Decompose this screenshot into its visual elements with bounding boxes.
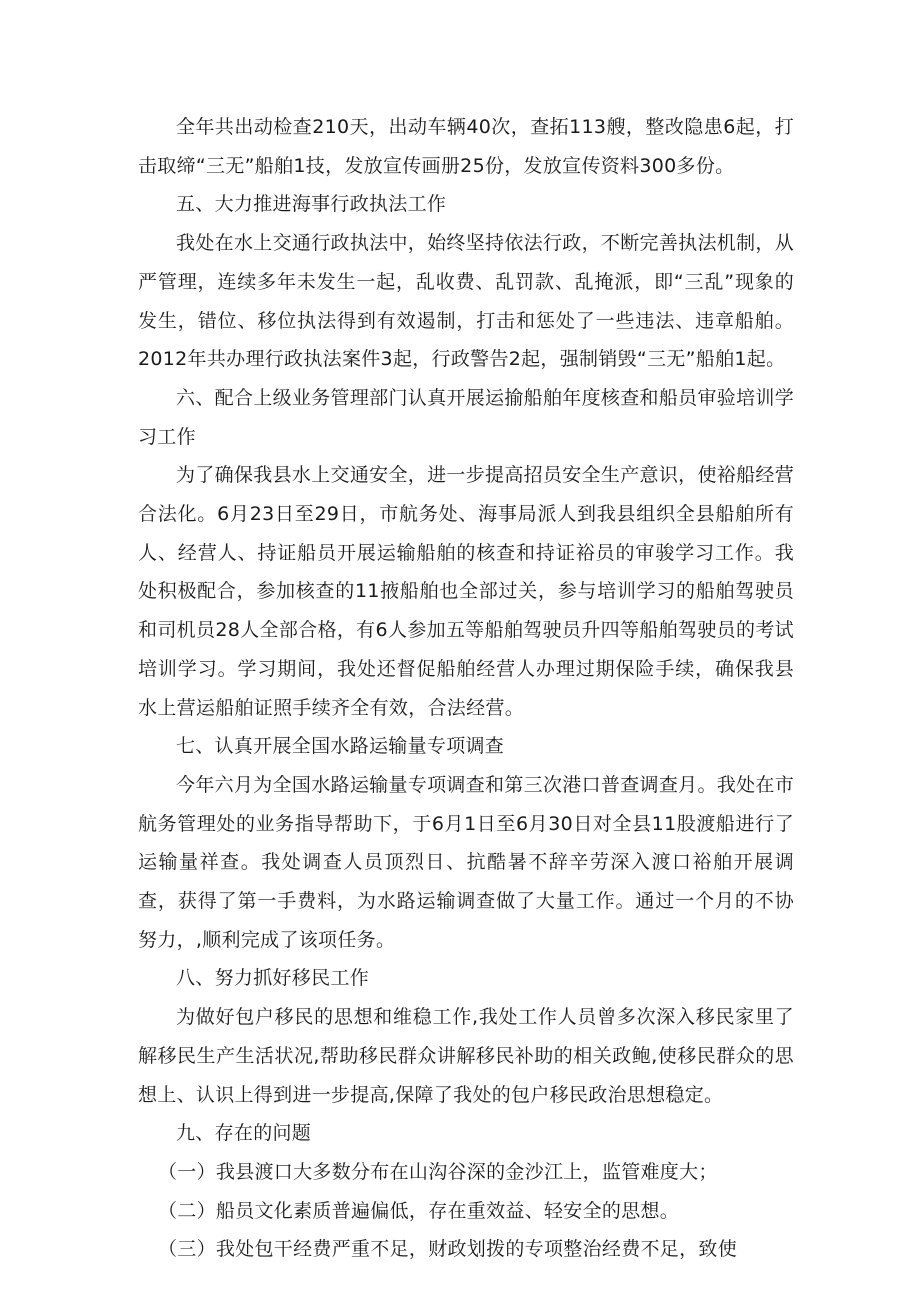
paragraph-law-enforcement: 我处在水上交通行政执法中，始终坚持依法行政，不断完善执法机制，从严管理，连续多年未发生一起，乱收费、乱罚款、乱掩派，即“三乱”现象的发生，错位、移位执法得到有效遏制，打击和惩处了一些违法、违章船舶。2012年共办理行政执法案件3起，行政警告2起，强制销毁“三无”船舶1起。 xyxy=(138,232,794,371)
section-heading-5: 五、大力推进海事行政执法工作 xyxy=(176,193,447,216)
paragraph-ship-inspection: 为了确保我县水上交通安全，进一步提高招员安全生产意识，使裕船经营合法化。6月23日至29日，市航务处、海事局派人到我县组织全县船舶所有人、经营人、持证船员开展运输船舶的核查和持证裕员的审骏学习工作。我处积极配合，参加核查的11掖船舶也全部过关，参与培训学习的船舶驾驶员和司机员28人全部合格，有6人参加五等船舶驾驶员升四等船舶驾驶员的考试培训学习。学习期间，我处还督促船舶经营人办理过期保险手续，确保我县水上营运船舶证照手续齐全有效，合法经营。 xyxy=(138,464,794,719)
paragraph-resettlement: 为做好包户移民的思想和维稳工作,我处工作人员曾多次深入移民家里了解移民生产生活状况,帮助移民群众讲解移民补助的相关政鲍,使移民群众的思想上、认识上得到进一步提高,保障了我处的包户移民政治思想稳定。 xyxy=(138,1006,794,1106)
problem-item-3: （三）我处包干经费严重不足，财政划拨的专项整治经费不足，致使 xyxy=(158,1238,738,1261)
section-heading-6: 六、配合上级业务管理部门认真开展运揄船舶年度核查和船员审验培训学习工作 xyxy=(138,386,794,448)
problem-item-2: （二）船员文化素质普遍偏低，存在重效益、轻安全的思想。 xyxy=(158,1199,680,1222)
paragraph-transport-survey: 今年六月为全国水路运输量专项调查和第三次港口普查调查月。我处在市航务管理处的业务指导帮助下，于6月1日至6月30日对全县11股渡船进行了运输量祥查。我处调查人员顶烈日、抗酷暑不辞辛劳深入渡口裕舶开展调查，获得了第一手费料，为水路运输调查做了大量工作。通过一个月的不协努力，,顺利完成了该项任务。 xyxy=(138,773,794,951)
section-heading-7: 七、认真开展全国水路运输量专项调查 xyxy=(176,735,505,758)
paragraph-inspection-summary: 全年共出动检查210天，出动车辆40次，查拓113艘，整改隐患6起，打击取缔“三无”船舶1技，发放宣传画册25份，发放宣传资料300多份。 xyxy=(138,116,794,177)
section-heading-8: 八、努力抓好移民工作 xyxy=(176,967,370,990)
section-heading-9: 九、存在的问题 xyxy=(176,1122,312,1145)
problem-item-1: （一）我县渡口大多数分布在山沟谷深的金沙江上，监管难度大； xyxy=(158,1160,718,1183)
document-body xyxy=(138,108,794,1269)
